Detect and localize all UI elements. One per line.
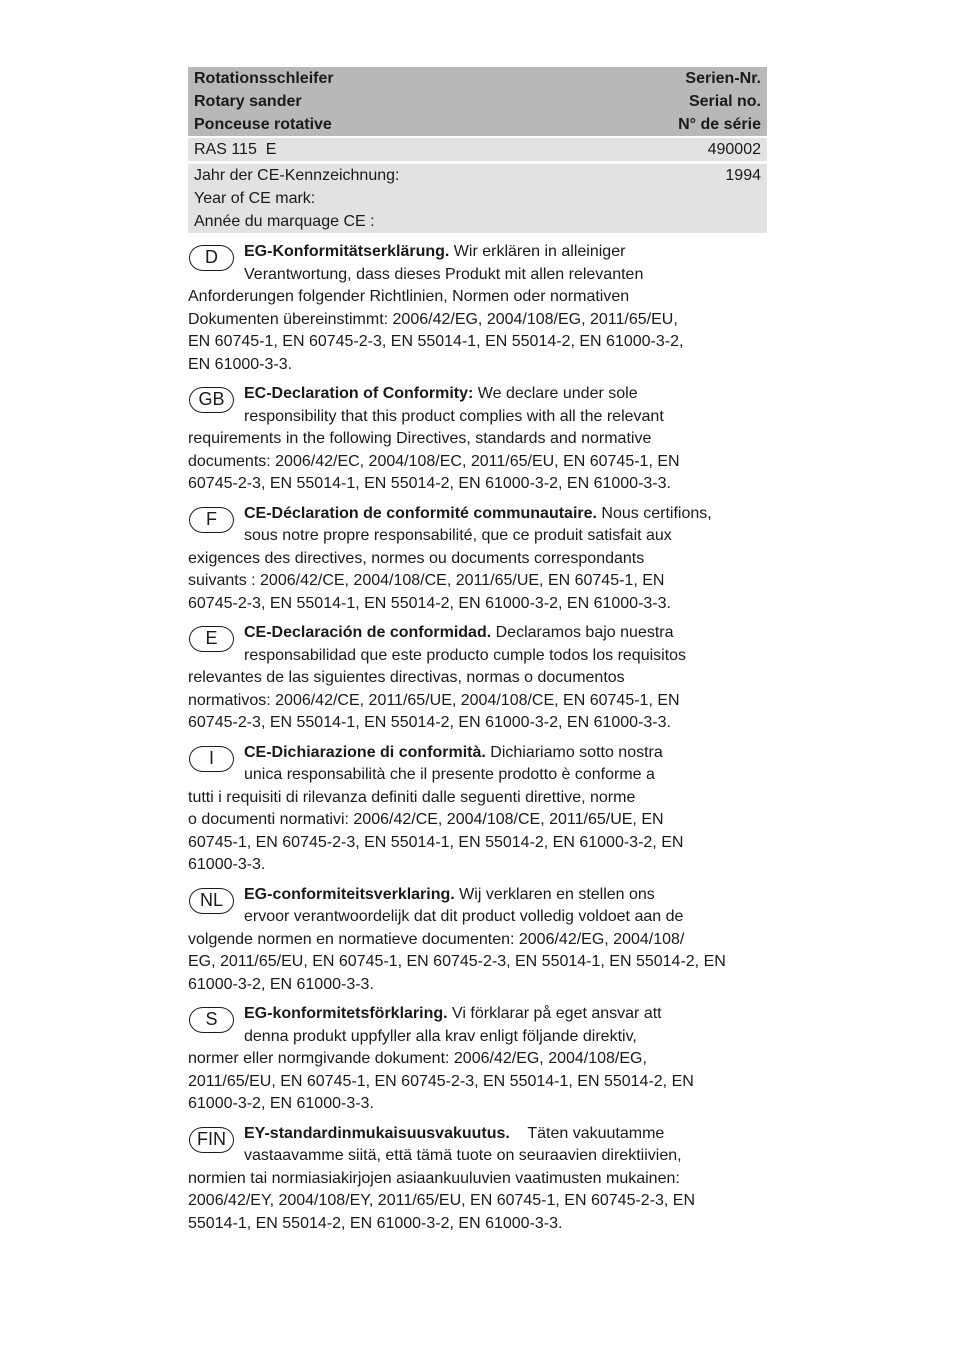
declaration-text: volgende normen en normatieve documenten: 2006/42/EG, 2004/108/: [188, 930, 685, 948]
declaration-text: responsibility that this product complies with all the relevant: [244, 407, 664, 425]
declaration-text: normativos: 2006/42/CE, 2011/65/UE, 2004/108/CE, EN 60745-1, EN: [188, 691, 680, 709]
serial-label-fr: N° de série: [678, 116, 761, 133]
declaration-text: Verantwortung, dass dieses Produkt mit allen relevanten: [244, 265, 644, 283]
serial-label-en: Serial no.: [688, 93, 761, 110]
ce-year-row: [188, 163, 767, 234]
declaration-text: 60745-2-3, EN 55014-1, EN 55014-2, EN 61000-3-2, EN 61000-3-3.: [188, 475, 671, 492]
declaration-title: CE-Dichiarazione di conformità.: [244, 743, 486, 761]
declaration-text: 55014-1, EN 55014-2, EN 61000-3-2, EN 61000-3-3.: [188, 1214, 563, 1232]
declaration-line: [188, 451, 767, 474]
declaration-text: sous notre propre responsabilité, que ce produit satisfait aux: [244, 527, 672, 544]
declaration-title: EG-konformitetsförklaring.: [244, 1005, 448, 1022]
declaration-line: [188, 570, 767, 593]
declaration-line: [188, 764, 767, 787]
declaration-line: [188, 832, 767, 855]
declaration-text: EN 60745-1, EN 60745-2-3, EN 55014-1, EN 55014-2, EN 61000-3-2,: [188, 333, 684, 350]
declaration-text: Täten vakuutamme: [509, 1124, 665, 1142]
declaration-page: [188, 67, 767, 1235]
declaration-line: [188, 1071, 767, 1094]
declaration-line: [188, 974, 767, 997]
declaration-line: [188, 473, 767, 496]
declaration-line: [188, 1026, 767, 1049]
declaration-fin: [188, 1123, 767, 1236]
declaration-text: responsabilidad que este producto cumple todos los requisitos: [244, 646, 687, 664]
declaration-line: [188, 354, 767, 377]
declaration-line: [188, 331, 767, 354]
declaration-text: vastaavamme siitä, että tämä tuote on seuraavien direktiivien,: [244, 1147, 682, 1164]
declaration-text: 60745-1, EN 60745-2-3, EN 55014-1, EN 55014-2, EN 61000-3-2, EN: [188, 833, 684, 851]
declaration-line: [188, 406, 767, 429]
declaration-text: Vi förklarar på eget ansvar att: [447, 1005, 662, 1022]
declaration-text: Wij verklaren en stellen ons: [454, 885, 655, 903]
declaration-text: 2011/65/EU, EN 60745-1, EN 60745-2-3, EN 55014-1, EN 55014-2, EN: [188, 1072, 694, 1090]
declaration-text: exigences des directives, normes ou documents correspondants: [188, 549, 645, 567]
model-row: [188, 137, 767, 163]
declaration-title: EG-Konformitätserklärung.: [244, 243, 450, 260]
ce-year-label-fr: Année du marquage CE :: [194, 213, 375, 230]
declaration-text: requirements in the following Directives, standards and normative: [188, 430, 652, 447]
declaration-text: relevantes de las siguientes directivas, normas o documentos: [188, 669, 625, 686]
language-badge: F: [189, 507, 234, 533]
declaration-text: We declare under sole: [473, 385, 638, 402]
declaration-line: [188, 428, 767, 451]
declaration-line: [188, 1213, 767, 1236]
declaration-line: [188, 525, 767, 548]
declaration-line: [188, 286, 767, 309]
declaration-text: normien tai normiasiakirjojen asiaankuuluvien vaatimusten mukainen:: [188, 1169, 680, 1187]
declaration-d: [188, 241, 767, 376]
declaration-line: [188, 503, 767, 526]
declaration-text: unica responsabilità che il presente prodotto è conforme a: [244, 766, 655, 783]
declaration-title: EG-conformiteitsverklaring.: [244, 885, 455, 903]
declaration-line: [188, 742, 767, 765]
declaration-line: [188, 1190, 767, 1213]
declaration-line: [188, 622, 767, 645]
declaration-line: [188, 951, 767, 974]
declaration-line: [188, 1145, 767, 1168]
declaration-text: Anforderungen folgender Richtlinien, Normen oder normativen: [188, 288, 630, 305]
declaration-text: Wir erklären in alleiniger: [449, 243, 626, 260]
declaration-text: Dichiariamo sotto nostra: [485, 743, 663, 761]
declaration-s: [188, 1003, 767, 1116]
declaration-e: [188, 622, 767, 735]
declaration-text: EN 61000-3-3.: [188, 355, 293, 373]
declaration-line: [188, 712, 767, 735]
declaration-line: [188, 383, 767, 406]
serial-label-de: Serien-Nr.: [685, 70, 761, 87]
declaration-line: [188, 809, 767, 832]
declaration-line: [188, 667, 767, 690]
ce-year-label-cell: [188, 163, 591, 234]
declaration-line: [188, 690, 767, 713]
declaration-text: denna produkt uppfyller alla krav enligt följande direktiv,: [244, 1027, 637, 1045]
language-badge: E: [189, 626, 234, 652]
declarations-list: [188, 241, 767, 1235]
declaration-line: [188, 1003, 767, 1026]
declaration-line: [188, 241, 767, 264]
declaration-line: [188, 1123, 767, 1146]
product-header-row: [188, 67, 767, 137]
language-badge: GB: [189, 387, 234, 413]
declaration-text: 61000-3-2, EN 61000-3-3.: [188, 1095, 374, 1112]
ce-year-label-en: Year of CE mark:: [194, 190, 316, 207]
declaration-text: 61000-3-3.: [188, 856, 266, 873]
declaration-line: [188, 884, 767, 907]
declaration-text: 61000-3-2, EN 61000-3-3.: [188, 975, 374, 993]
declaration-text: o documenti normativi: 2006/42/CE, 2004/108/CE, 2011/65/UE, EN: [188, 811, 664, 828]
declaration-text: tutti i requisiti di rilevanza definiti dalle seguenti direttive, norme: [188, 788, 636, 806]
product-name-en: Rotary sander: [194, 93, 302, 110]
product-name-de: Rotationsschleifer: [194, 70, 334, 87]
language-badge: NL: [189, 888, 234, 914]
declaration-text: Declaramos bajo nuestra: [491, 624, 674, 641]
ce-year-value: 1994: [591, 163, 767, 234]
declaration-text: 60745-2-3, EN 55014-1, EN 55014-2, EN 61000-3-2, EN 61000-3-3.: [188, 714, 671, 731]
declaration-line: [188, 787, 767, 810]
declaration-text: EG, 2011/65/EU, EN 60745-1, EN 60745-2-3, EN 55014-1, EN 55014-2, EN: [188, 953, 726, 970]
serial-number-value: 490002: [591, 137, 767, 163]
declaration-text: 2006/42/EY, 2004/108/EY, 2011/65/EU, EN 60745-1, EN 60745-2-3, EN: [188, 1192, 696, 1209]
product-name-fr: Ponceuse rotative: [194, 116, 332, 133]
declaration-i: [188, 742, 767, 877]
declaration-text: documents: 2006/42/EC, 2004/108/EC, 2011/65/EU, EN 60745-1, EN: [188, 452, 680, 470]
declaration-title: EY-standardinmukaisuusvakuutus.: [244, 1124, 510, 1142]
declaration-line: [188, 929, 767, 952]
declaration-text: normer eller normgivande dokument: 2006/42/EG, 2004/108/EG,: [188, 1050, 647, 1067]
declaration-gb: [188, 383, 767, 496]
declaration-text: Dokumenten übereinstimmt: 2006/42/EG, 2004/108/EG, 2011/65/EU,: [188, 310, 678, 328]
declaration-text: Nous certifions,: [596, 504, 712, 522]
declaration-text: suivants : 2006/42/CE, 2004/108/CE, 2011/65/UE, EN 60745-1, EN: [188, 572, 665, 589]
declaration-line: [188, 645, 767, 668]
declaration-line: [188, 1048, 767, 1071]
language-badge: FIN: [189, 1127, 234, 1153]
declaration-line: [188, 854, 767, 877]
declaration-text: 60745-2-3, EN 55014-1, EN 55014-2, EN 61000-3-2, EN 61000-3-3.: [188, 594, 671, 612]
declaration-text: ervoor verantwoordelijk dat dit product volledig voldoet aan de: [244, 908, 684, 925]
language-badge: D: [189, 245, 234, 271]
language-badge: S: [189, 1007, 234, 1033]
ce-year-label-de: Jahr der CE-Kennzeichnung:: [194, 167, 400, 184]
declaration-line: [188, 1093, 767, 1116]
declaration-line: [188, 593, 767, 616]
declaration-title: CE-Declaración de conformidad.: [244, 624, 492, 641]
declaration-line: [188, 1168, 767, 1191]
declaration-line: [188, 309, 767, 332]
model-value: RAS 115 E: [188, 137, 591, 163]
language-badge: I: [189, 746, 234, 772]
declaration-title: EC-Declaration of Conformity:: [244, 385, 474, 402]
declaration-line: [188, 906, 767, 929]
declaration-line: [188, 264, 767, 287]
declaration-f: [188, 503, 767, 616]
serial-label-cell: [591, 67, 767, 137]
declaration-nl: [188, 884, 767, 997]
declaration-line: [188, 548, 767, 571]
declaration-title: CE-Déclaration de conformité communautaire.: [244, 504, 597, 522]
product-name-cell: [188, 67, 591, 137]
product-info-table: [188, 67, 767, 233]
